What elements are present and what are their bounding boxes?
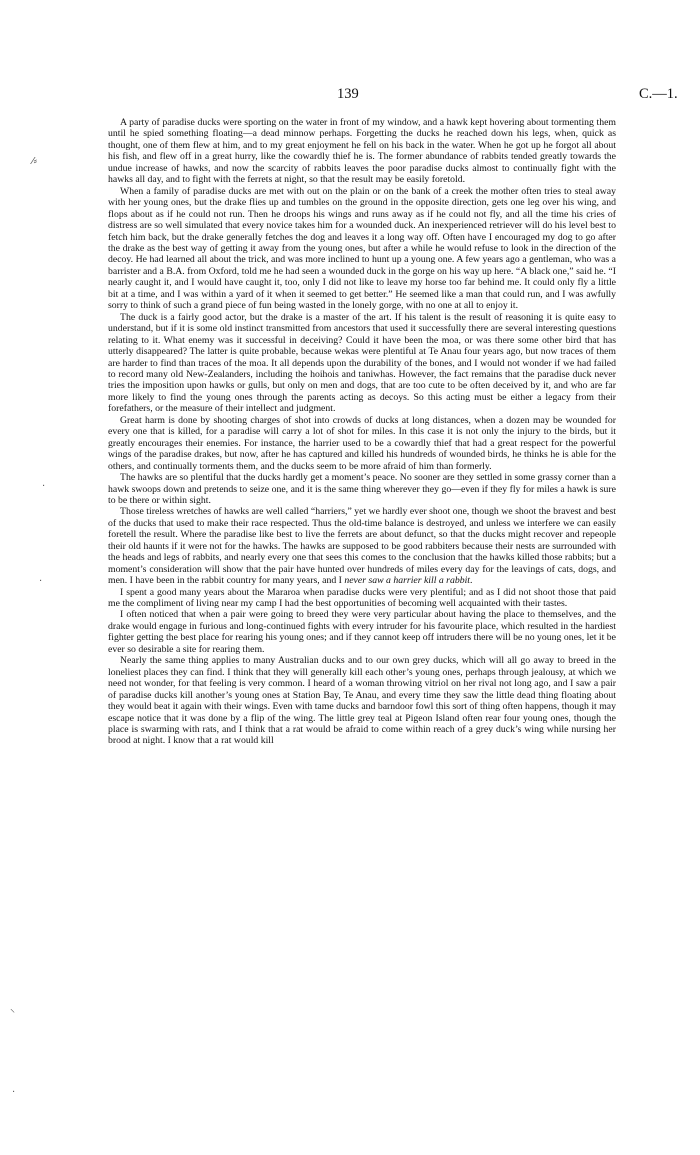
paragraph: Nearly the same thing applies to many Australian ducks and to our own grey ducks, which will all go away to breed in the loneliest places they can find. I think that they will generally kill each other’s young ones, perhaps through jealousy, at which we need not wonder, for that feeling is very common. I heard of a woman throwing vitriol on her rival not long ago, and I saw a pair of paradise ducks kill another’s young ones at Station Bay, Te Anau, and every time they saw the little dead thing floating about they would beat it again with their wings. Even with tame ducks and barndoor fowl this sort of thing often happens, though it may escape notice that it was done by a flip of the wing. The little grey teal at Pigeon Island often rear four young ones, though the place is swarming with rats, and I think that a rat would be afraid to come within reach of a grey duck’s wing while nursing her brood at night. I know that a rat would kill xyxy=(108,655,616,747)
margin-pencil-mark: · xyxy=(12,1087,16,1098)
margin-pencil-mark: ⸌ xyxy=(10,1008,15,1019)
paragraph: The duck is a fairly good actor, but the drake is a master of the art. If his talent is the result of reasoning it is quite easy to understand, but if it is some old instinct transmitted from ancestors that used it successfully there are several interesting questions relating to it. What enemy was it successful in deceiving? Could it have been the moa, or was there some other bird that has utterly disappeared? The latter is quite probable, because wekas were plentiful at Te Anau four years ago, but now traces of them are harder to find than traces of the moa. It all depends upon the durability of the bones, and I would not wonder if we had failed to record many old New-Zealanders, including the hoihois and taniwhas. However, the fact remains that the paradise duck never tries the imposition upon hawks or gulls, but only on men and dogs, that are too cute to be often deceived by it, and who are far more likely to find the young ones through the parents acting as decoys. So this acting must be either a legacy from their forefathers, or the measure of their intellect and judgment. xyxy=(108,311,616,415)
paragraph-end: . xyxy=(470,575,473,587)
paragraph xyxy=(108,506,616,586)
italic-emphasis: never saw a harrier kill a rabbit xyxy=(344,575,471,587)
document-reference: C.—1. xyxy=(639,86,678,102)
page-number: 139 xyxy=(337,86,359,102)
margin-pencil-mark: · xyxy=(42,481,46,492)
paragraph: The hawks are so plentiful that the ducks hardly get a moment’s peace. No sooner are they settled in some grassy corner than a hawk swoops down and pretends to seize one, and it is the same thing wherever they go—even if they fly for miles a hawk is sure to be there or within sight. xyxy=(108,472,616,506)
paragraph: Great harm is done by shooting charges of shot into crowds of ducks at long distances, when a dozen may be wounded for every one that is killed, for a paradise will carry a lot of shot for miles. In this case it is not only the injury to the birds, but it greatly encourages their enemies. For instance, the harrier used to be a cowardly thief that had a great respect for the powerful wings of the paradise drakes, but now, after he has captured and killed his hundreds of wounded birds, he thinks he is able for the others, and continually torments them, and the ducks seem to be more afraid of him than formerly. xyxy=(108,414,616,472)
body-text xyxy=(108,117,616,747)
page-header xyxy=(0,86,700,106)
margin-pencil-mark: ⁄⸗ xyxy=(32,156,37,167)
paragraph: When a family of paradise ducks are met with out on the plain or on the bank of a creek the mother often tries to steal away with her young ones, but the drake flies up and tumbles on the ground in the opposite direction, gets one leg over his wing, and flops about as if he could not run. Then he droops his wings and runs away as if he could not fly, and all the time his cries of distress are so well simulated that every novice takes him for a wounded duck. An inexperienced retriever will do his level best to fetch him back, but the drake generally fetches the dog and leaves it a long way off. Often have I encouraged my dog to go after the drake as the best way of getting it away from the young ones, but after a while he would refuse to look in the direction of the decoy. He had learned all about the trick, and was more inclined to hunt up a young one. A few years ago a gentleman, who was a barrister and a B.A. from Oxford, told me he had seen a wounded duck in the gorge on his way up here. “A black one,” said he. “I nearly caught it, and I would have caught it, too, only I did not like to leave my horse too far behind me. It could only fly a little bit at a time, and I was within a yard of it when it seemed to get better.” He seemed like a man that could run, and I was awfully sorry to think of such a grand piece of fun being wasted in the lonely gorge, with no one at all to enjoy it. xyxy=(108,185,616,312)
margin-pencil-mark: · xyxy=(39,576,43,587)
paragraph-text: Those tireless wretches of hawks are well called “harriers,” yet we hardly ever shoot one, though we shoot the bravest and best of the ducks that used to make their race respected. Thus the old-time balance is destroyed, and unless we interfere we can easily foretell the result. Where the paradise like best to live the ferrets are about defunct, so that the ducks might recover and repeople their old haunts if it were not for the hawks. The hawks are supposed to be good rabbiters because their nests are surrounded with the heads and legs of rabbits, and nearly every one that sees this comes to the conclusion that the hawks killed those rabbits; but a moment’s consideration will show that the pair have hunted over hundreds of miles every day for the leavings of cats, dogs, and men. I have been in the rabbit country for many years, and I xyxy=(108,506,616,587)
paragraph: I often noticed that when a pair were going to breed they were very particular about having the place to themselves, and the drake would engage in furious and long-continued fights with every intruder for his favourite place, which resulted in the hardiest fighter getting the best place for rearing his young ones; and if they cannot keep off intruders there will be no young ones, let it be ever so desirable a site for rearing them. xyxy=(108,609,616,655)
paragraph: A party of paradise ducks were sporting on the water in front of my window, and a hawk kept hovering about tormenting them until he spied something floating—a dead minnow perhaps. Forgetting the ducks he reached down his legs, when, quick as thought, one of them flew at him, and to my great enjoyment he fell on his back in the water. When he got up he forgot all about his fish, and flew off in a great hurry, like the cowardly thief he is. The former abundance of rabbits tended greatly towards the undue increase of hawks, and now the scarcity of rabbits leaves the poor paradise ducks almost to continually fight with the hawks all day, and to fight with the ferrets at night, so that the result may be easily foretold. xyxy=(108,117,616,186)
paragraph: I spent a good many years about the Mararoa when paradise ducks were very plentiful; and as I did not shoot those that paid me the compliment of living near my camp I had the best opportunities of becoming well acquainted with their tastes. xyxy=(108,586,616,610)
